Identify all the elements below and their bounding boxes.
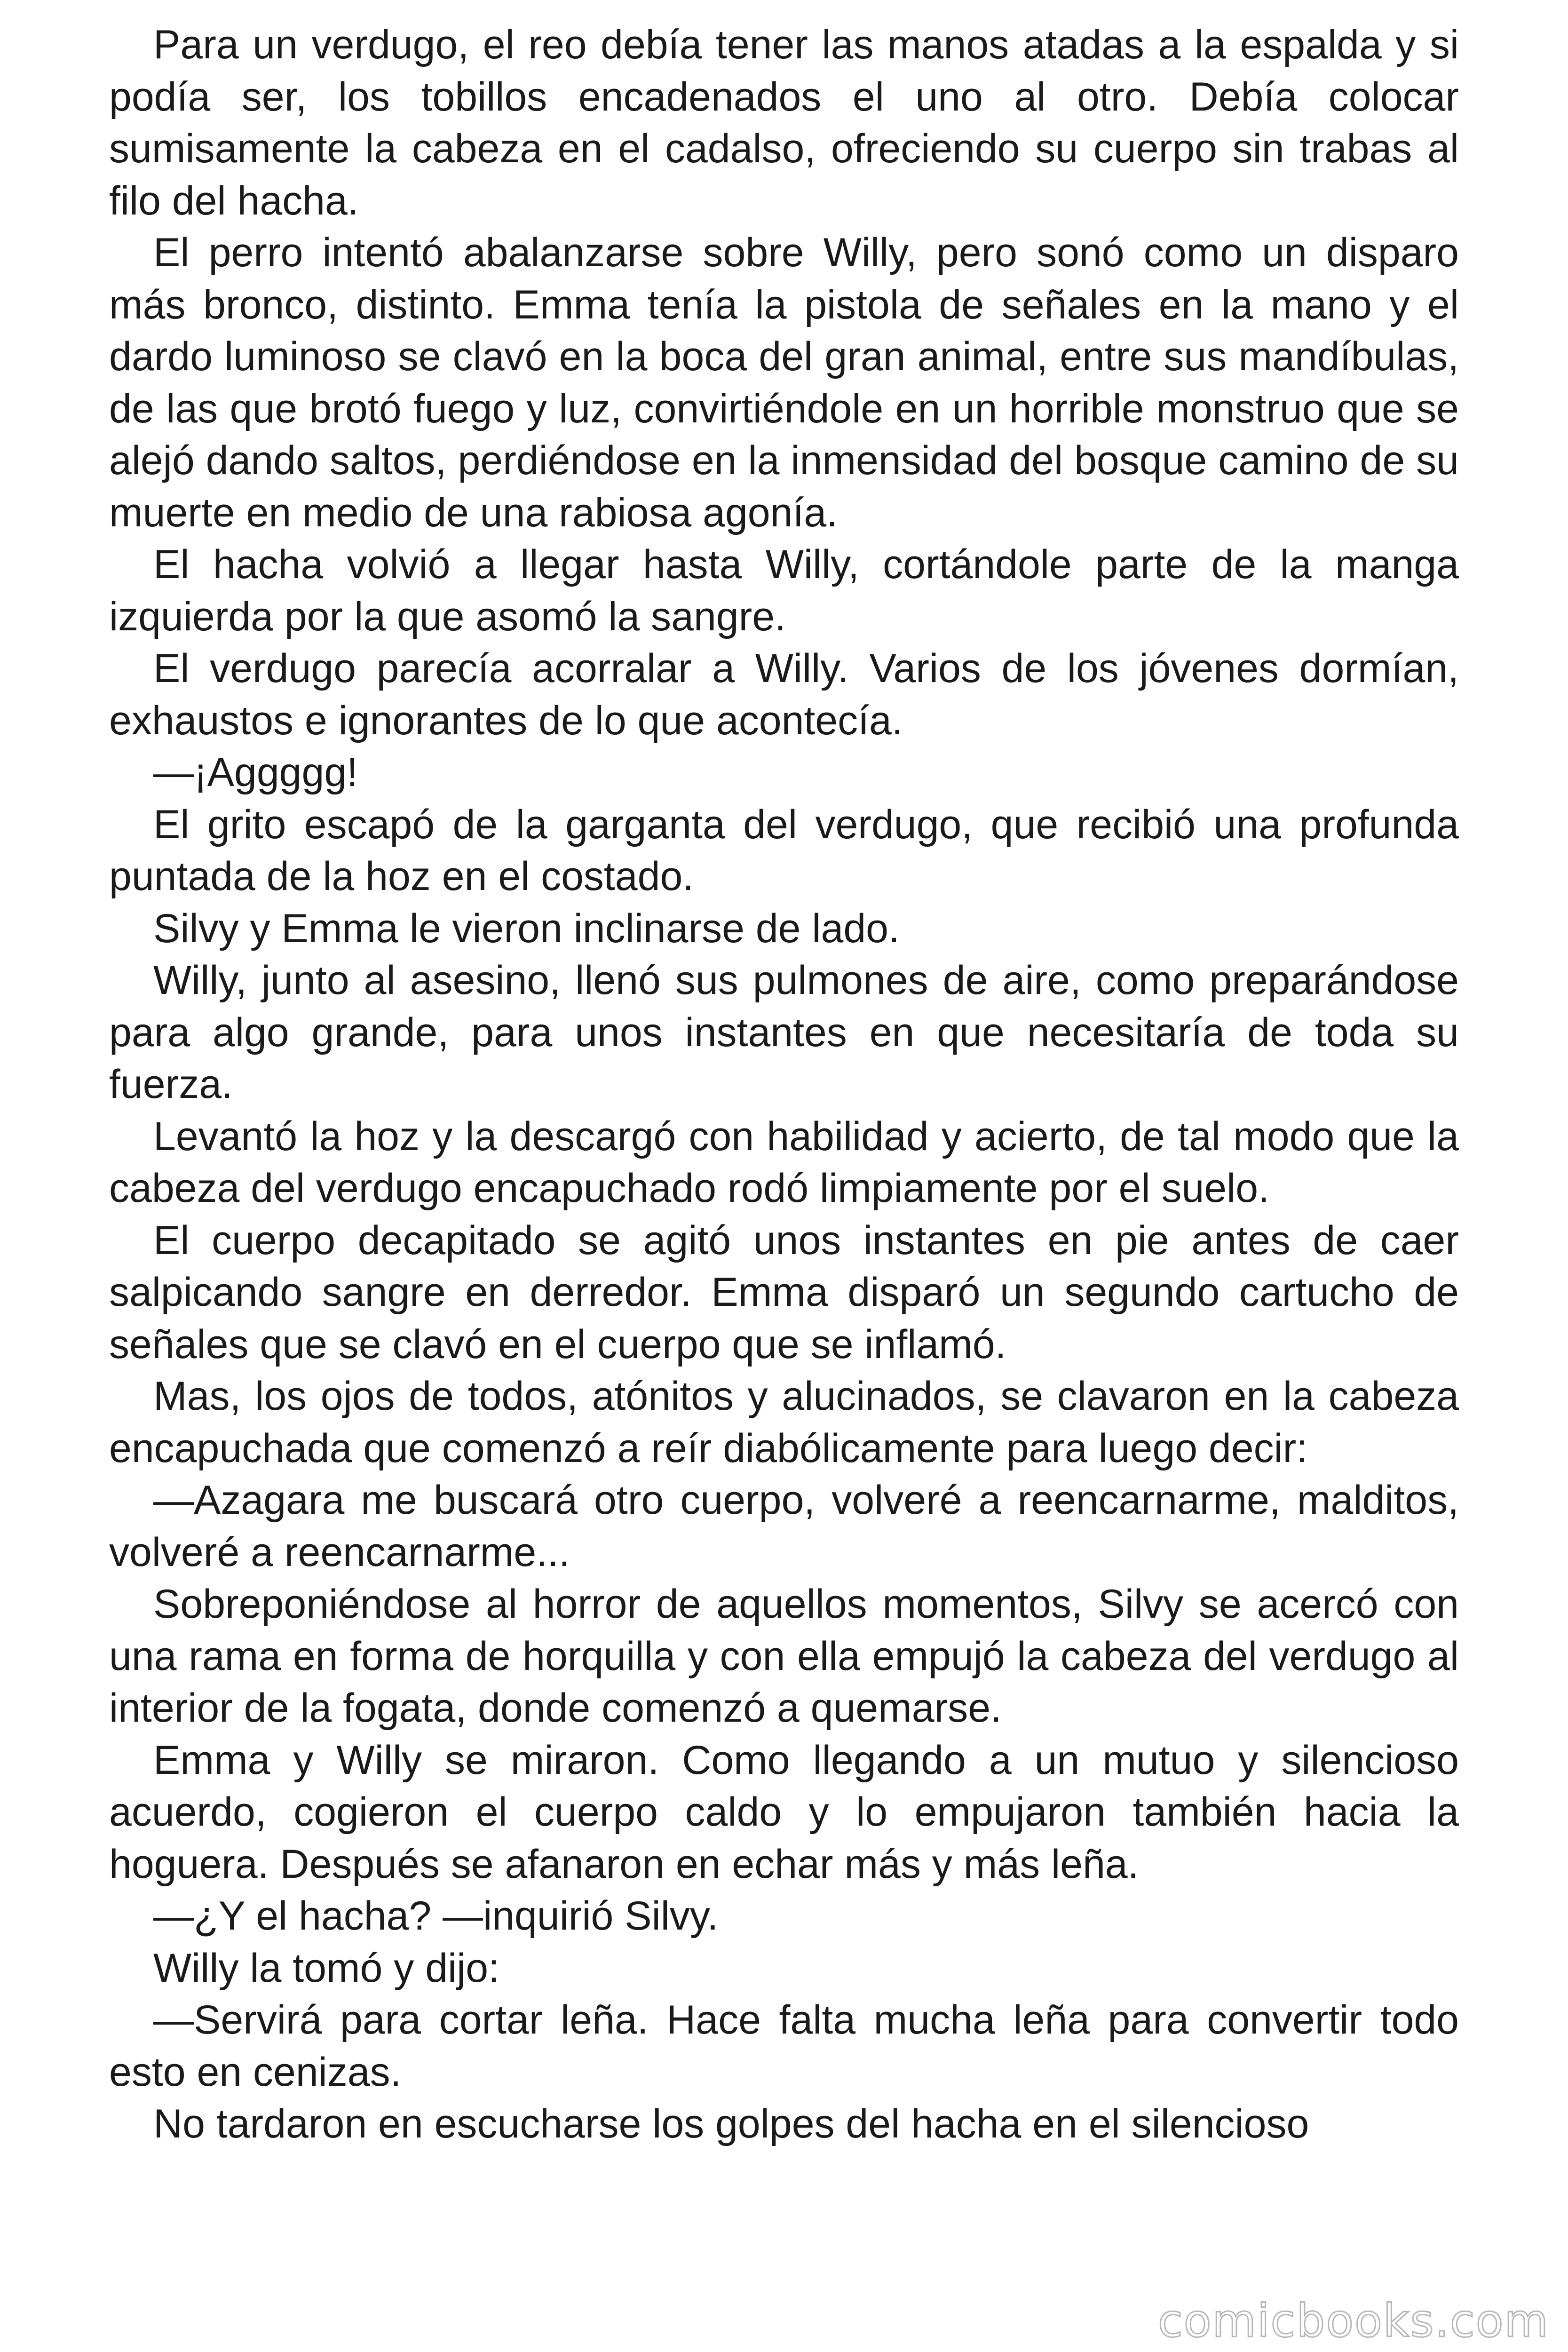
paragraph: —Servirá para cortar leña. Hace falta mucha leña para convertir todo esto en cenizas. bbox=[109, 1997, 1459, 2095]
paragraph: El perro intentó abalanzarse sobre Willy, pero sonó como un disparo más bronco, distinto. Emma tenía la pistola de señales en la mano y el dardo luminoso se clavó en la boca del gran animal, entre sus mandíbulas, de las que brotó fuego y luz, convirtiéndole en un horrible monstruo que se alejó dando saltos, perdiéndose en la inmensidad del bosque camino de su muerte en medio de una rabiosa agonía. bbox=[109, 230, 1459, 535]
watermark: comicbooks.com bbox=[1157, 2295, 1549, 2347]
paragraph: Willy, junto al asesino, llenó sus pulmones de aire, como preparándose para algo grande, para unos instantes en que necesitaría de toda su fuerza. bbox=[109, 958, 1459, 1107]
paragraph: El grito escapó de la garganta del verdugo, que recibió una profunda puntada de la hoz en el costado. bbox=[109, 802, 1459, 899]
paragraph: Emma y Willy se miraron. Como llegando a un mutuo y silencioso acuerdo, cogieron el cuerpo caldo y lo empujaron también hacia la hoguera. Después se afanaron en echar más y más leña. bbox=[109, 1737, 1459, 1887]
paragraph: El cuerpo decapitado se agitó unos instantes en pie antes de caer salpicando sangre en derredor. Emma disparó un segundo cartucho de señales que se clavó en el cuerpo que se inflamó. bbox=[109, 1217, 1459, 1367]
paragraph: Sobreponiéndose al horror de aquellos momentos, Silvy se acercó con una rama en forma de horquilla y con ella empujó la cabeza del verdugo al interior de la fogata, donde comenzó a quemarse. bbox=[109, 1581, 1459, 1731]
paragraph: El hacha volvió a llegar hasta Willy, cortándole parte de la manga izquierda por la que asomó la sangre. bbox=[109, 542, 1459, 639]
paragraph: Para un verdugo, el reo debía tener las manos atadas a la espalda y si podía ser, los tobillos encadenados el uno al otro. Debía colocar sumisamente la cabeza en el cadalso, ofreciendo su cuerpo sin trabas al filo del hacha. bbox=[109, 22, 1459, 223]
paragraph: Mas, los ojos de todos, atónitos y alucinados, se clavaron en la cabeza encapuchada que comenzó a reír diabólicamente para luego decir: bbox=[109, 1374, 1459, 1471]
paragraph: El verdugo parecía acorralar a Willy. Varios de los jóvenes dormían, exhaustos e ignorantes de lo que acontecía. bbox=[109, 646, 1459, 743]
paragraph: Silvy y Emma le vieron inclinarse de lado. bbox=[153, 906, 900, 951]
paragraph: Levantó la hoz y la descargó con habilidad y acierto, de tal modo que la cabeza del verdugo encapuchado rodó limpiamente por el suelo. bbox=[109, 1113, 1459, 1211]
paragraph: No tardaron en escucharse los golpes del hacha en el silencioso bbox=[153, 2101, 1309, 2146]
paragraph: —¡Aggggg! bbox=[153, 750, 358, 795]
page-text bbox=[109, 19, 1459, 2150]
paragraph: Willy la tomó y dijo: bbox=[153, 1945, 499, 1991]
paragraph: —¿Y el hacha? —inquirió Silvy. bbox=[153, 1893, 719, 1939]
paragraph: —Azagara me buscará otro cuerpo, volveré a reencarnarme, malditos, volveré a reencarnarme... bbox=[109, 1478, 1459, 1575]
